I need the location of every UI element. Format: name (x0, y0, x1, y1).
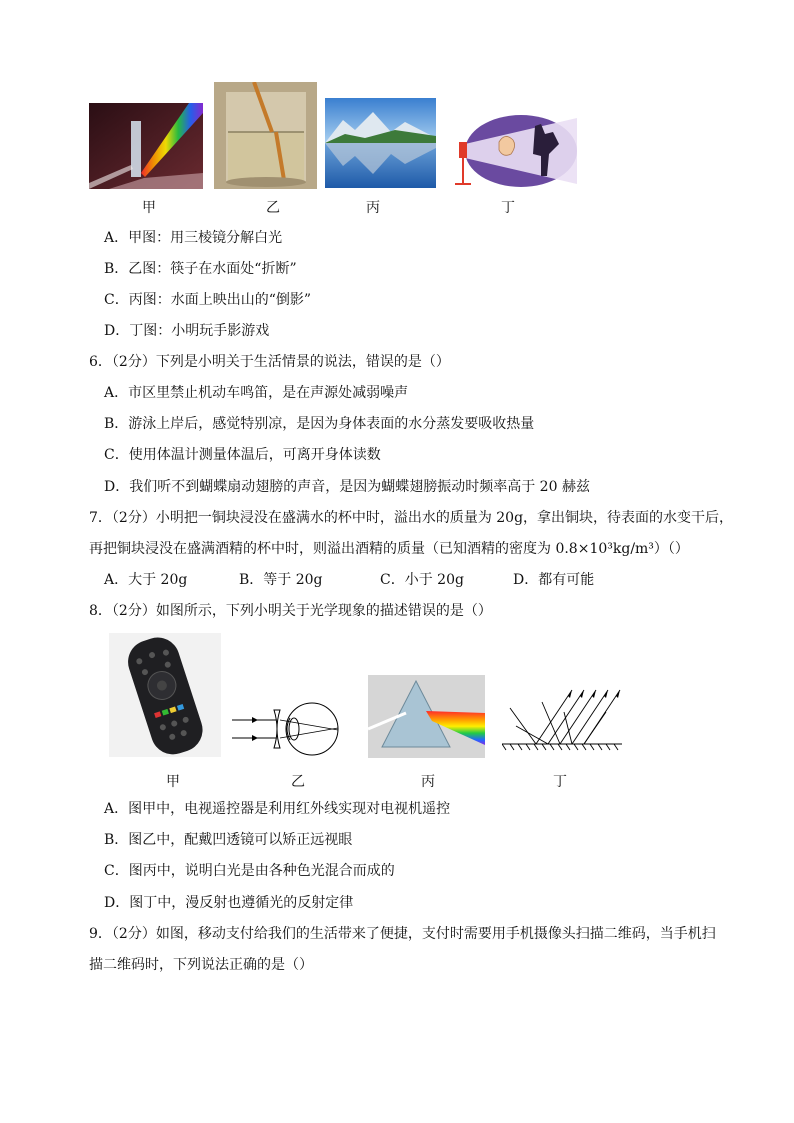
chopstick-in-water-photo (214, 82, 317, 189)
prism-white-light-diagram (368, 675, 485, 758)
q5-option-b: B．乙图：筷子在水面处“折断” (104, 261, 297, 277)
q5-option-d: D．丁图：小明玩手影游戏 (104, 323, 270, 339)
q8-option-a: A．图甲中，电视遥控器是利用红外线实现对电视机遥控 (104, 801, 451, 817)
q6-option-c: C．使用体温计测量体温后，可离开身体读数 (104, 447, 381, 463)
diffuse-reflection-diagram (502, 688, 622, 752)
q9-stem-line1: 9．（2分）如图，移动支付给我们的生活带来了便捷，支付时需要用手机摄像头扫描二维码，当手机扫 (89, 926, 716, 942)
figure-caption-bing: 丙 (421, 774, 435, 790)
figure-caption-jia: 甲 (142, 200, 156, 216)
prism-dispersion-photo (89, 103, 203, 189)
figure-caption-ding: 丁 (553, 774, 567, 790)
q7-option-b: B．等于 20g (239, 572, 323, 588)
q9-stem-line2: 描二维码时，下列说法正确的是（） (89, 957, 313, 973)
hand-shadow-game-picture (449, 114, 577, 188)
q6-option-d: D．我们听不到蝴蝶扇动翅膀的声音，是因为蝴蝶翅膀振动时频率高于 20 赫兹 (104, 479, 590, 495)
q5-option-a: A．甲图：用三棱镜分解白光 (104, 230, 283, 246)
q6-option-b: B．游泳上岸后，感觉特别凉，是因为身体表面的水分蒸发要吸收热量 (104, 416, 535, 432)
q7-option-c: C．小于 20g (380, 572, 464, 588)
mountain-reflection-photo (325, 98, 436, 188)
q7-stem-line1: 7．（2分）小明把一铜块浸没在盛满水的杯中时，溢出水的质量为 20g，拿出铜块，待表面的水变干后， (89, 510, 734, 526)
q5-option-c: C．丙图：水面上映出山的“倒影” (104, 292, 312, 308)
q7-option-d: D．都有可能 (513, 572, 595, 588)
tv-remote-control-photo (109, 633, 221, 757)
figure-caption-ding: 丁 (501, 200, 515, 216)
q6-stem: 6．（2分）下列是小明关于生活情景的说法，错误的是（） (89, 354, 450, 370)
figure-caption-yi: 乙 (291, 774, 305, 790)
q7-stem-line2: 再把铜块浸没在盛满酒精的杯中时，则溢出酒精的质量（已知酒精的密度为 0.8×10³kg/m³）（） (89, 541, 689, 557)
q7-option-a: A．大于 20g (104, 572, 188, 588)
q8-option-c: C．图丙中，说明白光是由各种色光混合而成的 (104, 863, 395, 879)
q8-option-b: B．图乙中，配戴凹透镜可以矫正远视眼 (104, 832, 353, 848)
figure-caption-jia: 甲 (166, 774, 180, 790)
concave-lens-eye-diagram (230, 700, 342, 758)
figure-caption-bing: 丙 (366, 200, 380, 216)
q8-option-d: D．图丁中，漫反射也遵循光的反射定律 (104, 895, 354, 911)
figure-caption-yi: 乙 (266, 200, 280, 216)
q8-stem: 8．（2分）如图所示，下列小明关于光学现象的描述错误的是（） (89, 603, 492, 619)
q6-option-a: A．市区里禁止机动车鸣笛，是在声源处减弱噪声 (104, 385, 409, 401)
